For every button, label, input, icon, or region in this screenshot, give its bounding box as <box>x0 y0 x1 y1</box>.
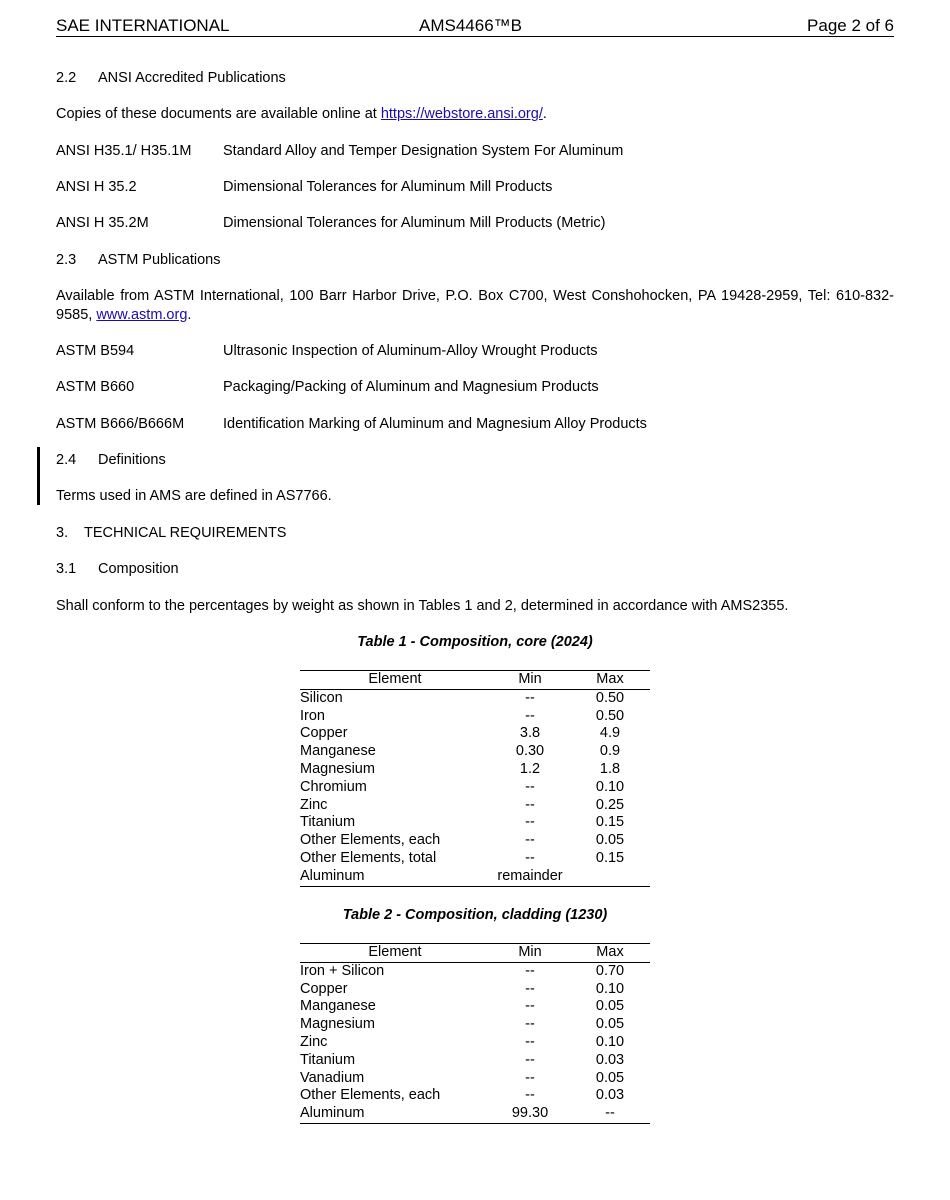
cell-element: Titanium <box>300 1051 356 1068</box>
table-row <box>300 761 650 779</box>
table-row <box>300 1105 650 1123</box>
cell-element: Zinc <box>300 1033 328 1050</box>
cell-element: Other Elements, each <box>300 832 441 849</box>
ref-code: ASTM B594 <box>56 343 135 359</box>
table-row <box>300 797 650 815</box>
cell-max: 0.15 <box>595 814 625 831</box>
cell-max: 0.05 <box>595 998 625 1015</box>
cell-min: -- <box>525 778 535 795</box>
section-2-2-title: ANSI Accredited Publications <box>98 70 286 86</box>
header-org: SAE INTERNATIONAL <box>56 16 230 35</box>
cell-element: Aluminum <box>300 868 490 886</box>
table-row <box>300 1070 650 1088</box>
astm-website-link[interactable]: www.astm.org <box>96 307 188 323</box>
ref-code: ANSI H 35.2M <box>56 215 149 231</box>
section-2-4-title: Definitions <box>98 452 166 468</box>
header-page-number: Page 2 of 6 <box>807 16 894 35</box>
table-row <box>300 1052 650 1070</box>
cell-min: remainder <box>490 868 570 886</box>
ansi-webstore-link[interactable]: https://webstore.ansi.org/ <box>380 106 543 122</box>
section-3-1-number: 3.1 <box>56 561 77 577</box>
cell-min: -- <box>525 1033 535 1050</box>
ref-title: Packaging/Packing of Aluminum and Magnesium Products <box>223 379 599 395</box>
ref-title: Dimensional Tolerances for Aluminum Mill Products <box>223 179 553 195</box>
cell-min: -- <box>525 707 535 724</box>
cell-min: -- <box>525 1069 535 1086</box>
section-2-2-number: 2.2 <box>56 70 77 86</box>
intro-period: . <box>187 307 192 323</box>
cell-min: -- <box>525 689 535 706</box>
section-3-1-text: Shall conform to the percentages by weight as shown in Tables 1 and 2, determined in accordance with AMS2355. <box>56 598 789 614</box>
section-2-2-intro <box>56 106 547 122</box>
header-element: Element <box>300 671 490 690</box>
cell-max: 0.70 <box>595 962 625 979</box>
ref-code: ANSI H 35.2 <box>56 179 137 195</box>
intro-period: . <box>542 106 547 122</box>
cell-max: 0.25 <box>595 796 625 813</box>
cell-element: Other Elements, total <box>300 849 437 866</box>
cell-element: Titanium <box>300 814 356 831</box>
table-row <box>300 981 650 999</box>
section-3-number: 3. <box>56 525 69 541</box>
cell-max: 0.10 <box>595 1033 625 1050</box>
revision-change-bar <box>37 447 40 505</box>
section-3-1-title: Composition <box>98 561 179 577</box>
cell-min: -- <box>525 849 535 866</box>
ref-code: ASTM B660 <box>56 379 135 395</box>
cell-max: 0.03 <box>595 1087 625 1104</box>
table-row <box>300 725 650 743</box>
cell-min: -- <box>525 962 535 979</box>
intro-text: Available from ASTM International, 100 Barr Harbor Drive, P.O. Box C700, West Conshohocken, PA 19428-2959, Tel: 610-832-9585, <box>56 288 894 323</box>
table-row <box>300 868 650 886</box>
cell-min: -- <box>525 1051 535 1068</box>
table-row <box>300 1034 650 1052</box>
section-3-title: TECHNICAL REQUIREMENTS <box>84 525 287 541</box>
cell-element: Manganese <box>300 998 376 1015</box>
table-row <box>300 998 650 1016</box>
cell-element: Iron + Silicon <box>300 962 385 979</box>
section-2-3-title: ASTM Publications <box>98 252 221 268</box>
cell-min: -- <box>525 1016 535 1033</box>
table-1-composition-core <box>300 670 650 887</box>
page-header <box>56 16 894 37</box>
cell-min: -- <box>525 1087 535 1104</box>
cell-max: 0.10 <box>595 778 625 795</box>
header-max: Max <box>570 671 650 690</box>
table-row <box>300 743 650 761</box>
cell-max: 4.9 <box>599 725 621 742</box>
section-2-4-text: Terms used in AMS are defined in AS7766. <box>56 488 332 504</box>
cell-max <box>570 868 650 886</box>
cell-min: -- <box>525 814 535 831</box>
cell-element: Magnesium <box>300 760 375 777</box>
section-2-3-number: 2.3 <box>56 252 77 268</box>
cell-min: 3.8 <box>519 725 541 742</box>
cell-element: Aluminum <box>300 1105 490 1123</box>
cell-max: 1.8 <box>599 760 621 777</box>
header-min: Min <box>490 671 570 690</box>
section-2-3-intro <box>56 287 894 325</box>
table-row <box>300 1016 650 1034</box>
cell-max: 0.05 <box>595 832 625 849</box>
table-row <box>300 1087 650 1105</box>
cell-max: 0.50 <box>595 707 625 724</box>
cell-min: 0.30 <box>515 743 545 760</box>
section-2-4-number: 2.4 <box>56 452 77 468</box>
cell-min: 99.30 <box>490 1105 570 1123</box>
intro-text: Copies of these documents are available online at <box>56 106 381 122</box>
table-row <box>300 708 650 726</box>
header-max: Max <box>570 944 650 963</box>
cell-element: Copper <box>300 725 348 742</box>
ref-title: Identification Marking of Aluminum and Magnesium Alloy Products <box>223 416 647 432</box>
cell-element: Vanadium <box>300 1069 365 1086</box>
table-1-caption: Table 1 - Composition, core (2024) <box>357 634 593 650</box>
cell-element: Copper <box>300 980 348 997</box>
ref-title: Standard Alloy and Temper Designation System For Aluminum <box>223 143 624 159</box>
table-header-row <box>300 944 650 963</box>
cell-min: -- <box>525 832 535 849</box>
table-row <box>300 814 650 832</box>
cell-min: 1.2 <box>519 760 541 777</box>
header-element: Element <box>300 944 490 963</box>
table-2-caption: Table 2 - Composition, cladding (1230) <box>342 907 608 923</box>
cell-element: Silicon <box>300 689 343 706</box>
cell-element: Chromium <box>300 778 367 795</box>
cell-max: 0.15 <box>595 849 625 866</box>
cell-element: Other Elements, each <box>300 1087 441 1104</box>
table-row <box>300 689 650 707</box>
table-row <box>300 962 650 980</box>
ref-code: ASTM B666/B666M <box>56 416 185 432</box>
table-row <box>300 779 650 797</box>
cell-max: 0.10 <box>595 980 625 997</box>
header-doc-id: AMS4466™B <box>419 16 522 35</box>
table-header-row <box>300 671 650 690</box>
cell-max: -- <box>570 1105 650 1123</box>
cell-max: 0.9 <box>599 743 621 760</box>
ref-title: Dimensional Tolerances for Aluminum Mill Products (Metric) <box>223 215 606 231</box>
cell-min: -- <box>525 998 535 1015</box>
ref-code: ANSI H35.1/ H35.1M <box>56 143 192 159</box>
table-row <box>300 850 650 868</box>
cell-element: Magnesium <box>300 1016 375 1033</box>
cell-min: -- <box>525 796 535 813</box>
cell-max: 0.05 <box>595 1069 625 1086</box>
table-2-composition-cladding <box>300 943 650 1124</box>
table-row <box>300 832 650 850</box>
cell-element: Manganese <box>300 743 376 760</box>
cell-max: 0.05 <box>595 1016 625 1033</box>
ref-title: Ultrasonic Inspection of Aluminum-Alloy Wrought Products <box>223 343 598 359</box>
cell-min: -- <box>525 980 535 997</box>
cell-max: 0.50 <box>595 689 625 706</box>
cell-element: Iron <box>300 707 325 724</box>
cell-max: 0.03 <box>595 1051 625 1068</box>
header-min: Min <box>490 944 570 963</box>
cell-element: Zinc <box>300 796 328 813</box>
